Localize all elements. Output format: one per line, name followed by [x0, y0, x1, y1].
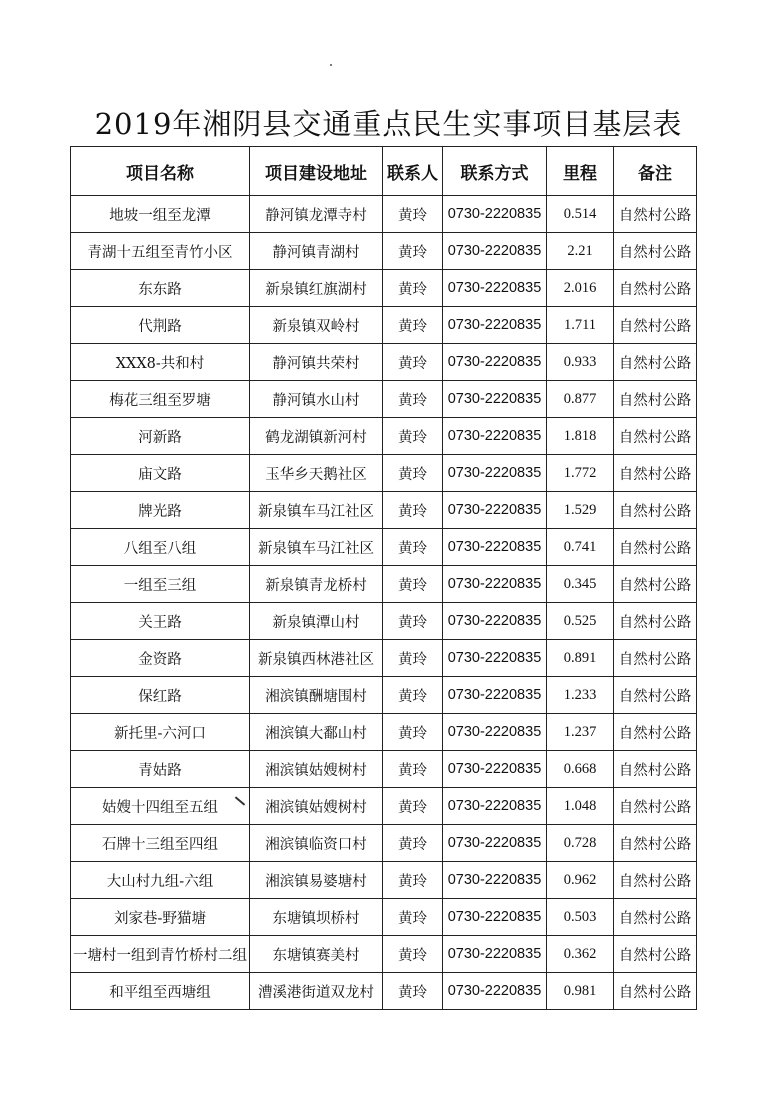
mileage-cell: 0.503 — [547, 899, 614, 936]
table-row — [71, 492, 697, 529]
address-cell: 湘滨镇大鄱山村 — [250, 714, 383, 751]
phone-cell: 0730-2220835 — [443, 751, 547, 788]
contact-person-cell: 黄玲 — [383, 973, 443, 1010]
address-cell: 湘滨镇姑嫂树村 — [250, 751, 383, 788]
table-row — [71, 973, 697, 1010]
mileage-cell: 0.962 — [547, 862, 614, 899]
phone-cell: 0730-2220835 — [443, 714, 547, 751]
table-row — [71, 640, 697, 677]
address-cell: 新泉镇西林港社区 — [250, 640, 383, 677]
address-cell: 新泉镇车马江社区 — [250, 492, 383, 529]
remarks-cell: 自然村公路 — [614, 233, 697, 270]
address-cell: 新泉镇双岭村 — [250, 307, 383, 344]
table-row — [71, 677, 697, 714]
contact-person-cell: 黄玲 — [383, 418, 443, 455]
project-name-cell: 石牌十三组至四组 — [71, 825, 250, 862]
scan-speck — [330, 64, 332, 66]
remarks-cell: 自然村公路 — [614, 936, 697, 973]
phone-cell: 0730-2220835 — [443, 973, 547, 1010]
remarks-cell: 自然村公路 — [614, 862, 697, 899]
contact-person-cell: 黄玲 — [383, 344, 443, 381]
remarks-cell: 自然村公路 — [614, 492, 697, 529]
project-name-cell: 牌光路 — [71, 492, 250, 529]
table-row — [71, 270, 697, 307]
page-title: 2019年湘阴县交通重点民生实事项目基层表 — [94, 107, 683, 141]
phone-cell: 0730-2220835 — [443, 418, 547, 455]
address-cell: 玉华乡天鹅社区 — [250, 455, 383, 492]
mileage-cell: 0.668 — [547, 751, 614, 788]
phone-cell: 0730-2220835 — [443, 381, 547, 418]
table-row — [71, 233, 697, 270]
phone-cell: 0730-2220835 — [443, 529, 547, 566]
project-name-cell: XXX8-共和村 — [71, 344, 250, 381]
mileage-cell: 0.933 — [547, 344, 614, 381]
project-name-cell: 金资路 — [71, 640, 250, 677]
remarks-cell: 自然村公路 — [614, 196, 697, 233]
contact-person-cell: 黄玲 — [383, 196, 443, 233]
address-cell: 漕溪港街道双龙村 — [250, 973, 383, 1010]
contact-person-cell: 黄玲 — [383, 677, 443, 714]
contact-person-cell: 黄玲 — [383, 751, 443, 788]
project-name-cell: 一塘村一组到青竹桥村二组 — [71, 936, 250, 973]
remarks-cell: 自然村公路 — [614, 455, 697, 492]
project-name-cell: 青姑路 — [71, 751, 250, 788]
mileage-cell: 2.016 — [547, 270, 614, 307]
project-name-cell: 青湖十五组至青竹小区 — [71, 233, 250, 270]
remarks-cell: 自然村公路 — [614, 270, 697, 307]
table-row — [71, 825, 697, 862]
project-name-cell: 代荆路 — [71, 307, 250, 344]
address-cell: 静河镇共荣村 — [250, 344, 383, 381]
contact-person-cell: 黄玲 — [383, 825, 443, 862]
remarks-cell: 自然村公路 — [614, 640, 697, 677]
address-cell: 湘滨镇姑嫂树村 — [250, 788, 383, 825]
phone-cell: 0730-2220835 — [443, 936, 547, 973]
project-name-cell: 地坡一组至龙潭 — [71, 196, 250, 233]
mileage-cell: 1.529 — [547, 492, 614, 529]
project-name-cell: 姑嫂十四组至五组 — [71, 788, 250, 825]
table-row — [71, 936, 697, 973]
phone-cell: 0730-2220835 — [443, 825, 547, 862]
remarks-cell: 自然村公路 — [614, 899, 697, 936]
remarks-cell: 自然村公路 — [614, 418, 697, 455]
contact-person-cell: 黄玲 — [383, 455, 443, 492]
phone-cell: 0730-2220835 — [443, 899, 547, 936]
table-row — [71, 196, 697, 233]
table-row — [71, 899, 697, 936]
remarks-cell: 自然村公路 — [614, 973, 697, 1010]
remarks-cell: 自然村公路 — [614, 344, 697, 381]
mileage-cell: 0.981 — [547, 973, 614, 1010]
header-remarks: 备注 — [614, 147, 697, 196]
table-row — [71, 862, 697, 899]
project-name-cell: 梅花三组至罗塘 — [71, 381, 250, 418]
contact-person-cell: 黄玲 — [383, 603, 443, 640]
project-name-cell: 河新路 — [71, 418, 250, 455]
contact-person-cell: 黄玲 — [383, 529, 443, 566]
contact-person-cell: 黄玲 — [383, 936, 443, 973]
mileage-cell: 1.237 — [547, 714, 614, 751]
header-project-address: 项目建设地址 — [250, 147, 383, 196]
remarks-cell: 自然村公路 — [614, 381, 697, 418]
mileage-cell: 1.772 — [547, 455, 614, 492]
table-header-row — [71, 147, 697, 196]
mileage-cell: 0.514 — [547, 196, 614, 233]
phone-cell: 0730-2220835 — [443, 677, 547, 714]
project-name-cell: 八组至八组 — [71, 529, 250, 566]
phone-cell: 0730-2220835 — [443, 233, 547, 270]
contact-person-cell: 黄玲 — [383, 307, 443, 344]
mileage-cell: 1.233 — [547, 677, 614, 714]
address-cell: 静河镇龙潭寺村 — [250, 196, 383, 233]
project-name-cell: 庙文路 — [71, 455, 250, 492]
mileage-cell: 0.728 — [547, 825, 614, 862]
table-row — [71, 344, 697, 381]
remarks-cell: 自然村公路 — [614, 751, 697, 788]
contact-person-cell: 黄玲 — [383, 640, 443, 677]
mileage-cell: 0.345 — [547, 566, 614, 603]
table-row — [71, 566, 697, 603]
table-body — [71, 196, 697, 1010]
project-name-cell: 一组至三组 — [71, 566, 250, 603]
mileage-cell: 1.818 — [547, 418, 614, 455]
header-project-name: 项目名称 — [71, 147, 250, 196]
table-row — [71, 455, 697, 492]
address-cell: 湘滨镇酬塘围村 — [250, 677, 383, 714]
table-row — [71, 307, 697, 344]
table-row — [71, 381, 697, 418]
table-row — [71, 529, 697, 566]
phone-cell: 0730-2220835 — [443, 788, 547, 825]
contact-person-cell: 黄玲 — [383, 233, 443, 270]
phone-cell: 0730-2220835 — [443, 344, 547, 381]
project-name-cell: 和平组至西塘组 — [71, 973, 250, 1010]
mileage-cell: 1.711 — [547, 307, 614, 344]
mileage-cell: 0.891 — [547, 640, 614, 677]
remarks-cell: 自然村公路 — [614, 566, 697, 603]
phone-cell: 0730-2220835 — [443, 492, 547, 529]
contact-person-cell: 黄玲 — [383, 899, 443, 936]
address-cell: 新泉镇红旗湖村 — [250, 270, 383, 307]
address-cell: 新泉镇潭山村 — [250, 603, 383, 640]
header-mileage: 里程 — [547, 147, 614, 196]
address-cell: 静河镇水山村 — [250, 381, 383, 418]
mileage-cell: 0.877 — [547, 381, 614, 418]
contact-person-cell: 黄玲 — [383, 492, 443, 529]
remarks-cell: 自然村公路 — [614, 677, 697, 714]
contact-person-cell: 黄玲 — [383, 862, 443, 899]
address-cell: 东塘镇坝桥村 — [250, 899, 383, 936]
table-row — [71, 418, 697, 455]
project-name-cell: 关王路 — [71, 603, 250, 640]
project-name-cell: 刘家巷-野猫塘 — [71, 899, 250, 936]
address-cell: 鹤龙湖镇新河村 — [250, 418, 383, 455]
mileage-cell: 0.525 — [547, 603, 614, 640]
phone-cell: 0730-2220835 — [443, 270, 547, 307]
contact-person-cell: 黄玲 — [383, 566, 443, 603]
project-table — [70, 146, 697, 1010]
phone-cell: 0730-2220835 — [443, 603, 547, 640]
remarks-cell: 自然村公路 — [614, 788, 697, 825]
contact-person-cell: 黄玲 — [383, 270, 443, 307]
contact-person-cell: 黄玲 — [383, 788, 443, 825]
phone-cell: 0730-2220835 — [443, 307, 547, 344]
header-contact-info: 联系方式 — [443, 147, 547, 196]
mileage-cell: 2.21 — [547, 233, 614, 270]
phone-cell: 0730-2220835 — [443, 640, 547, 677]
table-row — [71, 788, 697, 825]
project-name-cell: 保红路 — [71, 677, 250, 714]
address-cell: 湘滨镇易婆塘村 — [250, 862, 383, 899]
mileage-cell: 0.362 — [547, 936, 614, 973]
project-name-cell: 东东路 — [71, 270, 250, 307]
phone-cell: 0730-2220835 — [443, 196, 547, 233]
project-name-cell: 新托里-六河口 — [71, 714, 250, 751]
project-name-cell: 大山村九组-六组 — [71, 862, 250, 899]
contact-person-cell: 黄玲 — [383, 714, 443, 751]
table-row — [71, 751, 697, 788]
table-row — [71, 714, 697, 751]
address-cell: 新泉镇青龙桥村 — [250, 566, 383, 603]
remarks-cell: 自然村公路 — [614, 529, 697, 566]
phone-cell: 0730-2220835 — [443, 566, 547, 603]
contact-person-cell: 黄玲 — [383, 381, 443, 418]
address-cell: 东塘镇赛美村 — [250, 936, 383, 973]
phone-cell: 0730-2220835 — [443, 455, 547, 492]
address-cell: 湘滨镇临资口村 — [250, 825, 383, 862]
phone-cell: 0730-2220835 — [443, 862, 547, 899]
header-contact-person: 联系人 — [383, 147, 443, 196]
address-cell: 新泉镇车马江社区 — [250, 529, 383, 566]
address-cell: 静河镇青湖村 — [250, 233, 383, 270]
remarks-cell: 自然村公路 — [614, 714, 697, 751]
remarks-cell: 自然村公路 — [614, 603, 697, 640]
table-row — [71, 603, 697, 640]
remarks-cell: 自然村公路 — [614, 307, 697, 344]
mileage-cell: 1.048 — [547, 788, 614, 825]
mileage-cell: 0.741 — [547, 529, 614, 566]
remarks-cell: 自然村公路 — [614, 825, 697, 862]
